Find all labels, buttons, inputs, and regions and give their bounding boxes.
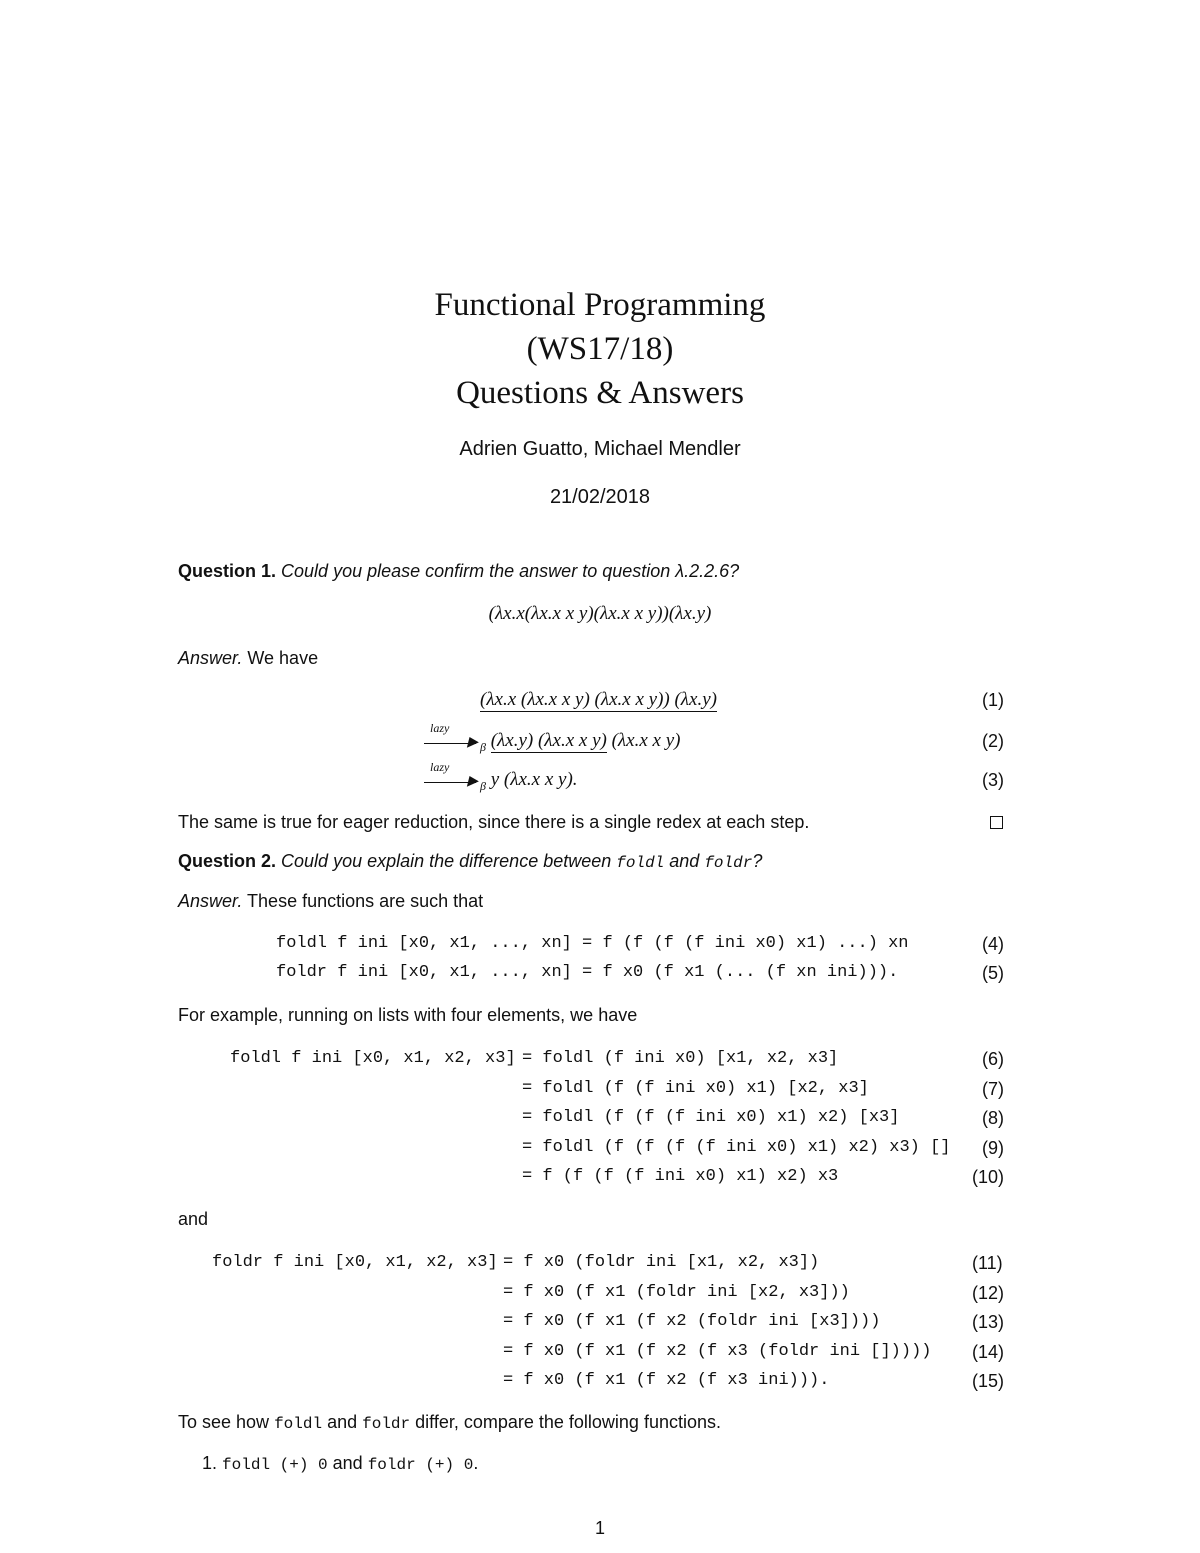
question-1-label: Question 1. <box>178 561 277 581</box>
equation-number: (6) <box>982 1049 1004 1069</box>
question-1 <box>178 561 739 582</box>
equation-number: (13) <box>972 1312 1005 1332</box>
question-1-expression: (λx.x(λx.x x y)(λx.x x y))(λx.y) <box>488 603 712 624</box>
date: 21/02/2018 <box>549 486 651 508</box>
question-2-label: Question 2. <box>178 851 277 871</box>
lazy-beta-arrow: lazy ▶ <box>424 735 480 749</box>
question-1-text: Could you please confirm the answer to question λ.2.2.6? <box>281 561 740 581</box>
answer-2-label: Answer. <box>178 891 243 911</box>
foldl-derivation-step: = f (f (f (f ini x0) x1) x2) x3 <box>522 1167 839 1186</box>
foldr-derivation-step: = f x0 (f x1 (foldr ini [x2, x3])) <box>503 1282 850 1302</box>
equation-number: (7) <box>982 1078 1004 1099</box>
answer-1-label: Answer. <box>178 648 243 668</box>
list-item-1: 1. foldl (+) 0 and foldr (+) 0. <box>202 1453 479 1474</box>
foldr-derivation-lhs: foldr f ini [x0, x1, x2, x3] <box>212 1253 498 1272</box>
foldr-derivation-step: = f x0 (f x1 (f x2 (foldr ini [x3]))) <box>503 1312 881 1331</box>
answer-1 <box>178 648 318 669</box>
equation-3: lazy ▶ $_\beta$ y (λx.x x y). <box>424 769 578 794</box>
title-line-3: Questions & Answers <box>456 375 744 411</box>
lazy-beta-arrow: lazy ▶ <box>424 774 480 788</box>
equation-2: lazy ▶ $_\beta$ (λx.y) (λx.x x y) (λx.x x y) <box>424 730 680 755</box>
definition-foldl: foldl f ini [x0, x1, ..., xn] = f (f (f (f ini x0) x1) ...) xn <box>276 934 909 953</box>
foldl-derivation-step: = foldl (f ini x0) [x1, x2, x3] <box>522 1049 839 1068</box>
equation-number: (10) <box>972 1167 1005 1187</box>
equation-1: (λx.x (λx.x x y) (λx.x x y)) (λx.y) <box>480 689 717 710</box>
example-intro: For example, running on lists with four elements, we have <box>178 1005 638 1025</box>
equation-number-4: (4) <box>982 934 1004 954</box>
answer-2: Answer. These functions are such that <box>178 891 484 911</box>
title-line-1: Functional Programming <box>434 287 766 323</box>
qed-square-icon <box>990 816 1003 829</box>
equation-number-3: (3) <box>982 770 1004 790</box>
title-line-2: (WS17/18) <box>526 331 674 367</box>
foldl-derivation-lhs: foldl f ini [x0, x1, x2, x3] <box>230 1049 516 1068</box>
answer-1-closing: The same is true for eager reduction, since there is a single redex at each step. <box>178 812 810 832</box>
foldl-derivation-step: = foldl (f (f ini x0) x1) [x2, x3] <box>522 1078 869 1098</box>
question-2: Question 2. Could you explain the difference between foldl and foldr? <box>178 851 763 872</box>
equation-number: (15) <box>972 1371 1005 1391</box>
foldr-derivation-step: = f x0 (foldr ini [x1, x2, x3]) <box>503 1253 820 1272</box>
compare-sentence: To see how foldl and foldr differ, compare the following functions. <box>178 1412 721 1433</box>
definition-foldr: foldr f ini [x0, x1, ..., xn] = f x0 (f x1 (... (f xn ini))). <box>276 963 899 982</box>
equation-number: (11) <box>972 1253 1003 1273</box>
equation-number-5: (5) <box>982 963 1004 983</box>
foldr-derivation-step: = f x0 (f x1 (f x2 (f x3 ini))). <box>503 1371 830 1390</box>
foldl-derivation-step: = foldl (f (f (f ini x0) x1) x2) [x3] <box>522 1108 900 1127</box>
authors: Adrien Guatto, Michael Mendler <box>459 438 741 460</box>
foldr-derivation-step: = f x0 (f x1 (f x2 (f x3 (foldr ini [])))) <box>503 1341 932 1361</box>
equation-number: (9) <box>982 1137 1004 1158</box>
equation-number-2: (2) <box>982 731 1004 751</box>
equation-number: (14) <box>972 1341 1005 1362</box>
equation-number: (8) <box>982 1108 1004 1128</box>
answer-1-text: We have <box>247 648 319 668</box>
page-number: 1 <box>594 1518 605 1538</box>
and-text: and <box>178 1209 209 1229</box>
foldl-derivation-step: = foldl (f (f (f (f ini x0) x1) x2) x3) [] <box>522 1137 951 1157</box>
equation-number: (12) <box>972 1282 1005 1303</box>
equation-number-1: (1) <box>982 690 1004 710</box>
